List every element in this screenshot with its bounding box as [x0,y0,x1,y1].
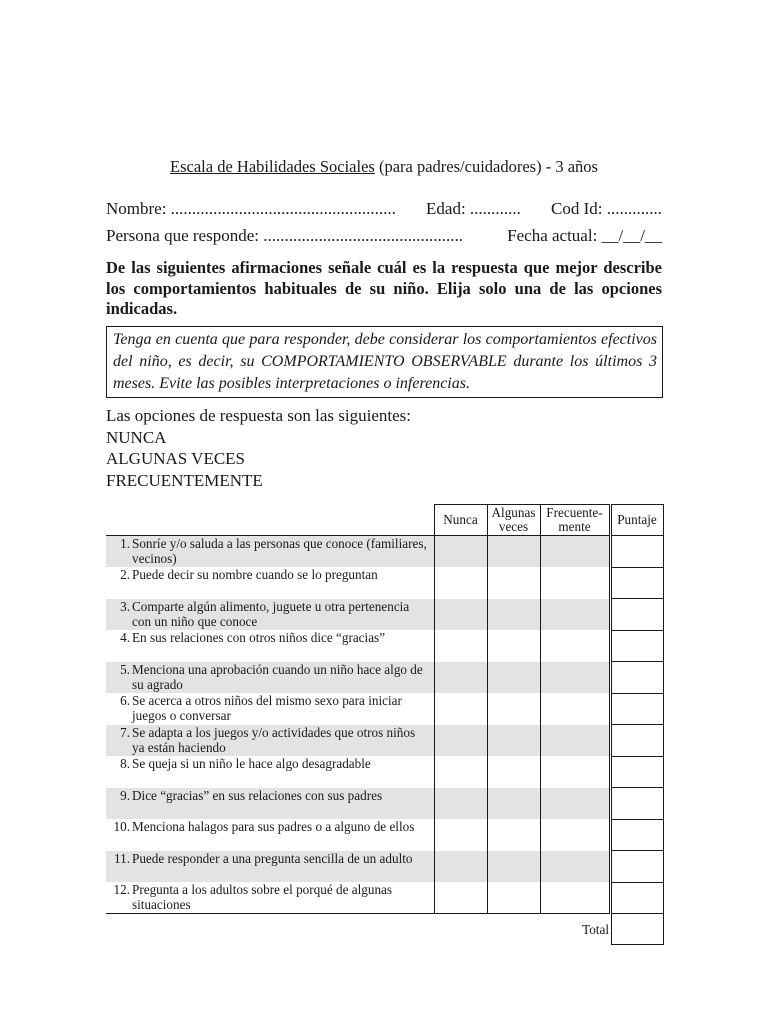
score-cell[interactable] [611,725,663,757]
score-cell[interactable] [611,630,663,662]
form-title-subtitle: (para padres/cuidadores) - 3 años [374,157,598,176]
table-row [106,599,663,631]
nunca-cell[interactable] [434,662,487,694]
option-frecuentemente: FRECUENTEMENTE [106,470,263,490]
name-field[interactable]: Nombre: ..................................................... [106,199,396,218]
table-row [106,536,663,568]
score-cell[interactable] [611,567,663,599]
header-algunas-veces: Algunas veces [487,505,540,536]
header-nunca: Nunca [434,505,487,536]
frecuentemente-cell[interactable] [540,851,609,883]
score-cell[interactable] [611,756,663,788]
nunca-cell[interactable] [434,567,487,599]
table-row [106,882,663,914]
score-cell[interactable] [611,599,663,631]
table-row [106,756,663,788]
frecuentemente-cell[interactable] [540,567,609,599]
item-statement [106,882,434,914]
frecuentemente-cell[interactable] [540,630,609,662]
nunca-cell[interactable] [434,725,487,757]
item-text: Pregunta a los adultos sobre el porqué de algunas situaciones [132,882,393,912]
item-number: 5. [120,661,130,677]
table-header [106,505,663,536]
table-row [106,662,663,694]
age-field[interactable]: Edad: ............ [426,199,521,218]
item-number: 8. [120,756,130,771]
item-number: 10. [113,819,130,834]
algunas-veces-cell[interactable] [487,662,540,694]
item-text: Menciona una aprobación cuando un niño hace algo de su agrado [132,661,423,692]
id-code-field[interactable]: Cod Id: ............. [551,199,662,218]
score-cell[interactable] [611,536,663,568]
item-text: Dice “gracias” en sus relaciones con sus padres [132,787,383,803]
nunca-cell[interactable] [434,536,487,568]
algunas-veces-cell[interactable] [487,819,540,851]
item-statement [106,630,434,662]
item-number: 1. [120,536,130,551]
item-number: 7. [120,724,130,740]
frecuentemente-cell[interactable] [540,725,609,757]
item-number: 2. [120,567,130,582]
item-text: Menciona halagos para sus padres o a alguno de ellos [132,819,415,834]
item-statement [106,756,434,788]
item-statement [106,788,434,820]
item-text: Se adapta a los juegos y/o actividades que otros niños ya están haciendo [132,724,416,755]
item-text: Puede responder a una pregunta sencilla de un adulto [132,850,413,866]
algunas-veces-cell[interactable] [487,567,540,599]
item-number: 12. [113,882,130,897]
frecuentemente-cell[interactable] [540,536,609,568]
total-row [106,914,663,945]
item-number: 9. [120,787,130,803]
item-number: 3. [120,598,130,614]
item-statement [106,536,434,568]
score-cell[interactable] [611,819,663,851]
nunca-cell[interactable] [434,882,487,914]
table-row [106,725,663,757]
table-row [106,851,663,883]
algunas-veces-cell[interactable] [487,630,540,662]
nunca-cell[interactable] [434,819,487,851]
item-statement [106,819,434,851]
item-number: 4. [120,630,130,645]
item-text: Se queja si un niño le hace algo desagradable [132,756,371,771]
item-number: 6. [120,693,130,708]
rating-table [106,504,664,945]
score-cell[interactable] [611,788,663,820]
algunas-veces-cell[interactable] [487,851,540,883]
total-score-cell[interactable] [611,914,663,945]
frecuentemente-cell[interactable] [540,756,609,788]
response-options [106,405,411,491]
item-text: Puede decir su nombre cuando se lo preguntan [132,567,378,582]
instructions: De las siguientes afirmaciones señale cuál es la respuesta que mejor describe los comportamientos habituales de su niño. Elija solo una de las opciones indicadas. [106,258,662,318]
score-cell[interactable] [611,851,663,883]
option-nunca: NUNCA [106,427,167,447]
frecuentemente-cell[interactable] [540,819,609,851]
frecuentemente-cell[interactable] [540,788,609,820]
item-statement [106,693,434,725]
nunca-cell[interactable] [434,851,487,883]
item-text: En sus relaciones con otros niños dice “gracias” [132,630,386,645]
algunas-veces-cell[interactable] [487,693,540,725]
algunas-veces-cell[interactable] [487,725,540,757]
frecuentemente-cell[interactable] [540,599,609,631]
nunca-cell[interactable] [434,630,487,662]
item-number: 11. [114,850,130,866]
frecuentemente-cell[interactable] [540,662,609,694]
option-algunas-veces: ALGUNAS VECES [106,449,246,468]
header-puntaje: Puntaje [611,505,663,536]
frecuentemente-cell[interactable] [540,693,609,725]
item-statement [106,851,434,883]
algunas-veces-cell[interactable] [487,599,540,631]
identification-line-2 [106,226,662,246]
item-statement [106,567,434,599]
algunas-veces-cell[interactable] [487,882,540,914]
item-text: Comparte algún alimento, juguete u otra pertenencia con un niño que conoce [132,598,410,629]
algunas-veces-cell[interactable] [487,788,540,820]
nunca-cell[interactable] [434,599,487,631]
frecuentemente-cell[interactable] [540,882,609,914]
nunca-cell[interactable] [434,788,487,820]
item-statement [106,599,434,631]
identification-line-1 [106,199,662,219]
table-row [106,630,663,662]
nunca-cell[interactable] [434,756,487,788]
item-text: Sonríe y/o saluda a las personas que conoce (familiares, vecinos) [132,536,427,566]
form-title [0,157,768,177]
item-statement [106,725,434,757]
score-cell[interactable] [611,662,663,694]
item-text: Se acerca a otros niños del mismo sexo para iniciar juegos o conversar [132,693,402,723]
note-box: Tenga en cuenta que para responder, debe considerar los comportamientos efectivos del niño, es decir, su COMPORTAMIENTO OBSERVABLE durante los últimos 3 meses. Evite las posibles interpretaciones o inferencias. [106,326,663,398]
options-intro: Las opciones de respuesta son las siguientes: [106,406,411,425]
form-title-main: Escala de Habilidades Sociales [170,157,375,176]
item-statement [106,662,434,694]
algunas-veces-cell[interactable] [487,536,540,568]
score-cell[interactable] [611,882,663,914]
algunas-veces-cell[interactable] [487,756,540,788]
header-frecuentemente: Frecuente- mente [540,505,609,536]
table-row [106,819,663,851]
respondent-field[interactable]: Persona que responde: ............................................... [106,226,463,245]
date-field[interactable]: Fecha actual: __/__/__ [507,226,662,245]
table-row [106,693,663,725]
table-row [106,567,663,599]
score-cell[interactable] [611,693,663,725]
table-row [106,788,663,820]
nunca-cell[interactable] [434,693,487,725]
total-label: Total [582,921,609,937]
